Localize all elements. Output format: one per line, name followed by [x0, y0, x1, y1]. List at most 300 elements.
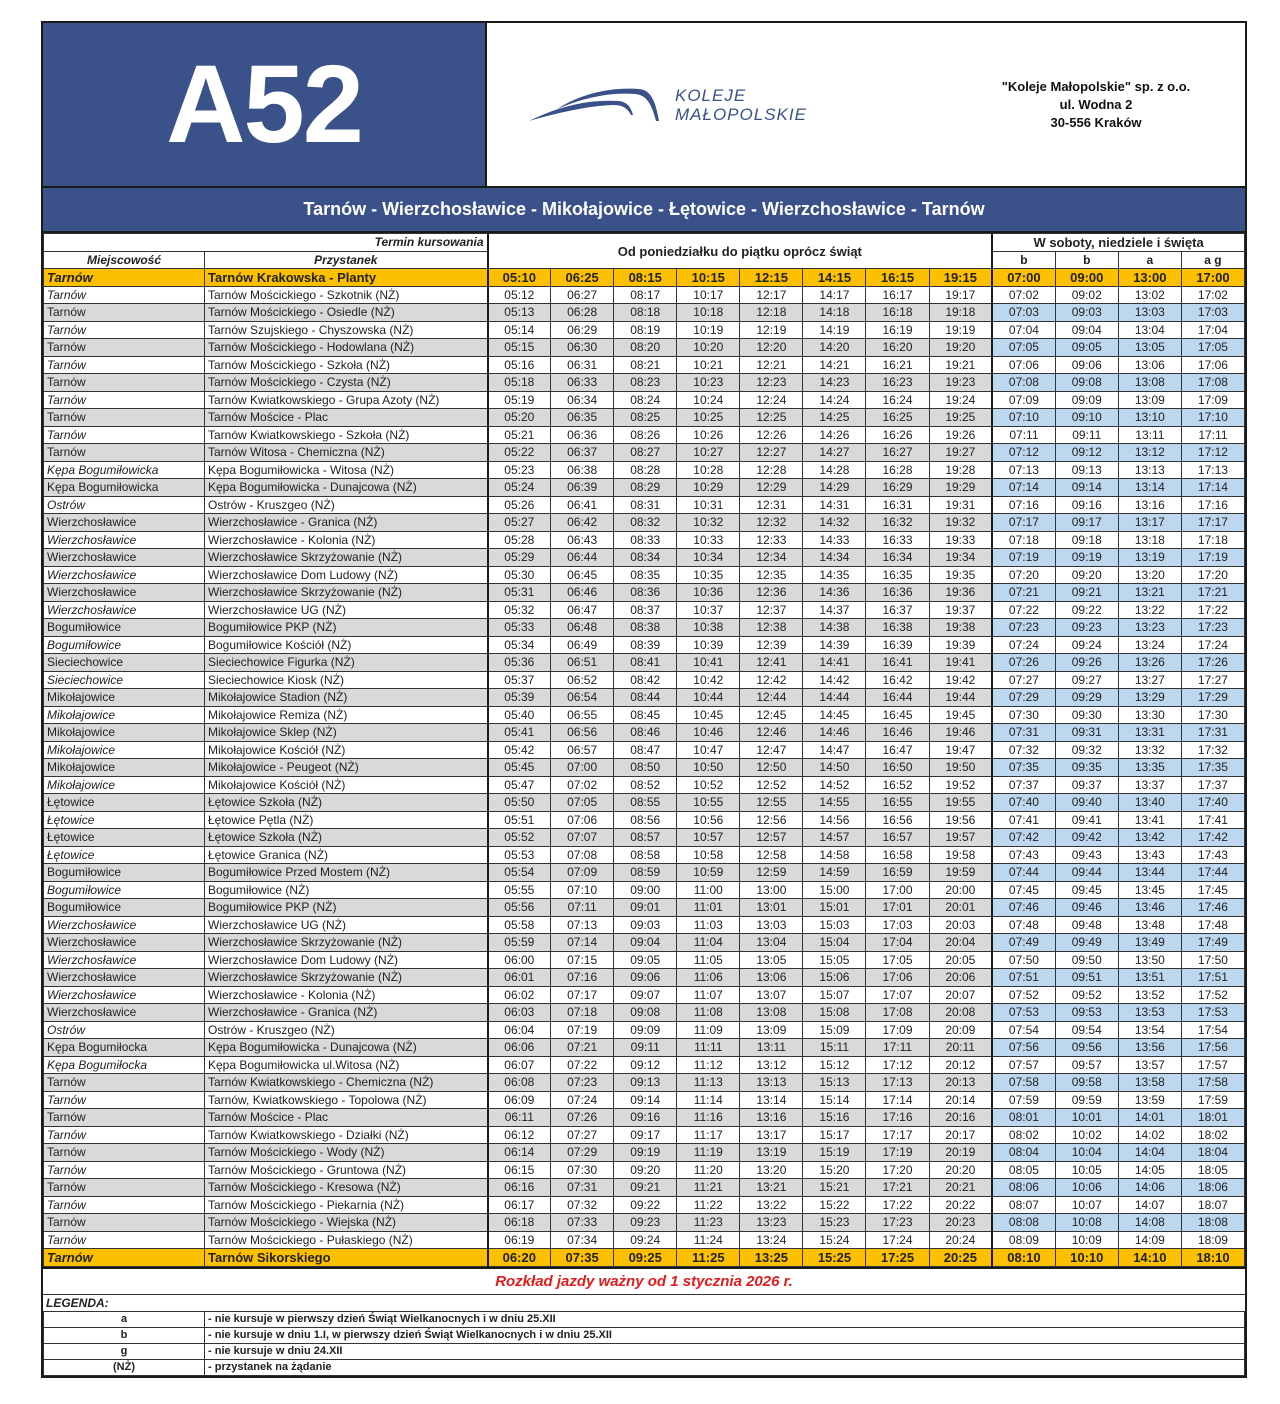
company-city: 30-556 Kraków: [1050, 114, 1142, 130]
table-row: [44, 1196, 1245, 1214]
weekend-time: 07:24: [992, 636, 1055, 654]
weekday-time: 19:35: [929, 566, 992, 584]
weekend-time: 09:14: [1055, 479, 1118, 497]
weekday-time: 16:24: [866, 391, 929, 409]
weekday-time: 17:20: [866, 1161, 929, 1179]
weekend-time: 17:40: [1181, 794, 1244, 812]
weekday-time: 15:13: [803, 1074, 866, 1092]
weekday-time: 19:57: [929, 829, 992, 847]
weekday-time: 12:26: [740, 426, 803, 444]
weekday-time: 05:37: [488, 671, 551, 689]
weekday-time: 08:47: [614, 741, 677, 759]
weekend-time: 17:46: [1181, 899, 1244, 917]
weekday-time: 12:55: [740, 794, 803, 812]
weekday-time: 11:13: [677, 1074, 740, 1092]
weekday-time: 19:24: [929, 391, 992, 409]
weekday-time: 16:21: [866, 356, 929, 374]
weekend-time: 17:23: [1181, 619, 1244, 637]
weekday-time: 08:31: [614, 496, 677, 514]
weekday-time: 17:00: [866, 881, 929, 899]
weekday-time: 10:28: [677, 461, 740, 479]
weekend-time: 17:31: [1181, 724, 1244, 742]
weekday-time: 16:59: [866, 864, 929, 882]
weekend-time: 17:21: [1181, 584, 1244, 602]
weekday-time: 10:17: [677, 286, 740, 304]
weekday-time: 05:36: [488, 654, 551, 672]
weekend-time: 13:44: [1118, 864, 1181, 882]
weekday-time: 16:31: [866, 496, 929, 514]
weekend-time: 09:50: [1055, 951, 1118, 969]
weekday-time: 12:24: [740, 391, 803, 409]
weekday-time: 14:47: [803, 741, 866, 759]
weekday-time: 07:11: [551, 899, 614, 917]
weekday-time: 17:21: [866, 1179, 929, 1197]
town-cell: Bogumiłowice: [44, 881, 205, 899]
town-cell: Wierzchosławice: [44, 934, 205, 952]
weekend-time: 13:05: [1118, 339, 1181, 357]
weekday-time: 17:19: [866, 1144, 929, 1162]
weekend-time: 07:09: [992, 391, 1055, 409]
weekday-time: 06:46: [551, 584, 614, 602]
stop-cell: Sieciechowice Kiosk (NŻ): [205, 671, 488, 689]
weekday-time: 14:19: [803, 321, 866, 339]
weekday-time: 08:41: [614, 654, 677, 672]
table-row: [44, 1179, 1245, 1197]
weekend-time: 07:04: [992, 321, 1055, 339]
weekend-time: 13:04: [1118, 321, 1181, 339]
weekend-time: 17:29: [1181, 689, 1244, 707]
weekend-time: 13:31: [1118, 724, 1181, 742]
table-row: [44, 1091, 1245, 1109]
town-cell: Tarnów: [44, 356, 205, 374]
town-cell: Tarnów: [44, 1196, 205, 1214]
stop-cell: Tarnów Kwiatkowskiego - Chemiczna (NŻ): [205, 1074, 488, 1092]
weekday-time: 08:23: [614, 374, 677, 392]
weekend-time: 07:46: [992, 899, 1055, 917]
weekday-time: 11:23: [677, 1214, 740, 1232]
weekday-time: 05:56: [488, 899, 551, 917]
weekday-time: 13:05: [740, 951, 803, 969]
town-cell: Mikołajowice: [44, 759, 205, 777]
weekend-time: 17:44: [1181, 864, 1244, 882]
weekday-time: 19:29: [929, 479, 992, 497]
weekday-time: 19:23: [929, 374, 992, 392]
stop-cell: Mikołajowice Kościół (NŻ): [205, 776, 488, 794]
weekday-time: 06:41: [551, 496, 614, 514]
weekend-time: 07:59: [992, 1091, 1055, 1109]
town-cell: Łętowice: [44, 811, 205, 829]
weekday-time: 05:12: [488, 286, 551, 304]
timetable-body: [44, 269, 1245, 1267]
weekday-time: 11:09: [677, 1021, 740, 1039]
legend-title: LEGENDA:: [43, 1294, 1245, 1311]
weekday-time: 12:31: [740, 496, 803, 514]
table-row: [44, 374, 1245, 392]
table-row: [44, 444, 1245, 462]
stop-cell: Wierzchosławice - Kolonia (NŻ): [205, 531, 488, 549]
weekend-time: 13:40: [1118, 794, 1181, 812]
table-row: [44, 899, 1245, 917]
weekend-time: 07:00: [992, 269, 1055, 287]
weekend-time: 10:02: [1055, 1126, 1118, 1144]
weekday-time: 19:36: [929, 584, 992, 602]
weekday-time: 12:36: [740, 584, 803, 602]
weekday-time: 16:50: [866, 759, 929, 777]
weekday-time: 07:09: [551, 864, 614, 882]
stop-cell: Wierzchosławice Dom Ludowy (NŻ): [205, 566, 488, 584]
weekday-time: 10:46: [677, 724, 740, 742]
weekday-time: 05:40: [488, 706, 551, 724]
weekday-time: 12:56: [740, 811, 803, 829]
weekend-time: 13:46: [1118, 899, 1181, 917]
weekend-time: 13:49: [1118, 934, 1181, 952]
weekday-time: 14:56: [803, 811, 866, 829]
table-row: [44, 1004, 1245, 1022]
weekday-time: 08:36: [614, 584, 677, 602]
town-cell: Tarnów: [44, 1179, 205, 1197]
weekend-time: 09:24: [1055, 636, 1118, 654]
weekday-time: 13:16: [740, 1109, 803, 1127]
weekend-time: 18:04: [1181, 1144, 1244, 1162]
weekend-time: 09:13: [1055, 461, 1118, 479]
weekday-time: 17:16: [866, 1109, 929, 1127]
table-row: [44, 1039, 1245, 1057]
weekend-time: 17:51: [1181, 969, 1244, 987]
weekday-time: 08:18: [614, 304, 677, 322]
town-cell: Sieciechowice: [44, 671, 205, 689]
weekend-time: 09:04: [1055, 321, 1118, 339]
town-cell: Tarnów: [44, 409, 205, 427]
weekend-time: 10:07: [1055, 1196, 1118, 1214]
weekday-time: 11:19: [677, 1144, 740, 1162]
stop-cell: Wierzchosławice Skrzyżowanie (NŻ): [205, 969, 488, 987]
weekend-time: 09:26: [1055, 654, 1118, 672]
weekend-time: 13:03: [1118, 304, 1181, 322]
weekday-time: 14:33: [803, 531, 866, 549]
weekday-time: 08:50: [614, 759, 677, 777]
weekday-time: 19:45: [929, 706, 992, 724]
weekend-time: 09:06: [1055, 356, 1118, 374]
weekday-time: 13:19: [740, 1144, 803, 1162]
weekday-time: 16:18: [866, 304, 929, 322]
weekend-time: 09:37: [1055, 776, 1118, 794]
table-row: [44, 934, 1245, 952]
weekday-time: 13:22: [740, 1196, 803, 1214]
weekend-time: 09:49: [1055, 934, 1118, 952]
weekend-time: 13:00: [1118, 269, 1181, 287]
weekday-time: 11:06: [677, 969, 740, 987]
weekend-time: 13:42: [1118, 829, 1181, 847]
weekday-time: 16:47: [866, 741, 929, 759]
weekday-time: 09:17: [614, 1126, 677, 1144]
town-cell: Tarnów: [44, 426, 205, 444]
legend-text: - nie kursuje w dniu 24.XII: [205, 1343, 1245, 1359]
weekday-time: 10:36: [677, 584, 740, 602]
weekday-time: 20:17: [929, 1126, 992, 1144]
weekend-header: W soboty, niedziele i święta: [992, 234, 1244, 252]
weekday-time: 14:24: [803, 391, 866, 409]
weekday-time: 08:44: [614, 689, 677, 707]
weekday-time: 11:25: [677, 1249, 740, 1267]
stop-cell: Łętowice Szkoła (NŻ): [205, 794, 488, 812]
weekend-time: 14:01: [1118, 1109, 1181, 1127]
weekend-time: 09:31: [1055, 724, 1118, 742]
weekday-time: 12:39: [740, 636, 803, 654]
weekend-time: 17:08: [1181, 374, 1244, 392]
weekend-time: 13:45: [1118, 881, 1181, 899]
weekend-time: 17:52: [1181, 986, 1244, 1004]
table-row: [44, 969, 1245, 987]
weekday-time: 09:16: [614, 1109, 677, 1127]
weekend-time: 17:13: [1181, 461, 1244, 479]
weekday-time: 14:29: [803, 479, 866, 497]
weekend-time: 17:56: [1181, 1039, 1244, 1057]
weekday-time: 13:23: [740, 1214, 803, 1232]
weekday-time: 07:05: [551, 794, 614, 812]
weekday-time: 14:37: [803, 601, 866, 619]
weekday-time: 13:08: [740, 1004, 803, 1022]
stop-cell: Mikołajowice Stadion (NŻ): [205, 689, 488, 707]
weekend-time: 09:11: [1055, 426, 1118, 444]
table-row: [44, 1144, 1245, 1162]
weekend-time: 17:37: [1181, 776, 1244, 794]
weekday-time: 17:23: [866, 1214, 929, 1232]
weekend-time: 07:43: [992, 846, 1055, 864]
weekend-time: 13:50: [1118, 951, 1181, 969]
weekday-time: 06:43: [551, 531, 614, 549]
weekday-time: 06:49: [551, 636, 614, 654]
weekend-time: 13:11: [1118, 426, 1181, 444]
weekend-time: 13:56: [1118, 1039, 1181, 1057]
table-row: [44, 286, 1245, 304]
weekend-time: 13:21: [1118, 584, 1181, 602]
weekday-time: 08:26: [614, 426, 677, 444]
weekday-time: 08:37: [614, 601, 677, 619]
town-cell: Wierzchosławice: [44, 601, 205, 619]
weekday-time: 09:21: [614, 1179, 677, 1197]
weekday-time: 06:25: [551, 269, 614, 287]
weekday-time: 09:23: [614, 1214, 677, 1232]
weekday-time: 08:59: [614, 864, 677, 882]
weekday-time: 08:19: [614, 321, 677, 339]
weekday-time: 05:22: [488, 444, 551, 462]
weekend-time: 07:45: [992, 881, 1055, 899]
weekend-time: 13:10: [1118, 409, 1181, 427]
town-cell: Wierzchosławice: [44, 951, 205, 969]
weekend-time: 13:23: [1118, 619, 1181, 637]
weekday-time: 13:01: [740, 899, 803, 917]
weekday-time: 07:17: [551, 986, 614, 1004]
weekday-time: 12:19: [740, 321, 803, 339]
weekend-time: 07:16: [992, 496, 1055, 514]
weekday-time: 20:24: [929, 1231, 992, 1249]
legend: [43, 1294, 1245, 1376]
weekday-time: 20:16: [929, 1109, 992, 1127]
weekday-time: 14:55: [803, 794, 866, 812]
weekend-time: 17:16: [1181, 496, 1244, 514]
weekday-time: 14:45: [803, 706, 866, 724]
weekday-time: 15:17: [803, 1126, 866, 1144]
table-row: [44, 304, 1245, 322]
weekend-time: 18:05: [1181, 1161, 1244, 1179]
table-row: [44, 514, 1245, 532]
timetable: [43, 233, 1245, 1267]
weekday-time: 15:23: [803, 1214, 866, 1232]
weekend-time: 13:53: [1118, 1004, 1181, 1022]
weekday-time: 08:58: [614, 846, 677, 864]
weekend-time: 09:54: [1055, 1021, 1118, 1039]
weekend-time: 09:53: [1055, 1004, 1118, 1022]
weekend-time: 09:58: [1055, 1074, 1118, 1092]
weekday-time: 12:37: [740, 601, 803, 619]
weekday-time: 08:21: [614, 356, 677, 374]
weekday-time: 12:20: [740, 339, 803, 357]
stop-cell: Wierzchosławice Skrzyżowanie (NŻ): [205, 934, 488, 952]
town-cell: Wierzchosławice: [44, 969, 205, 987]
stop-cell: Łętowice Pętla (NŻ): [205, 811, 488, 829]
weekday-time: 13:14: [740, 1091, 803, 1109]
weekend-time: 07:10: [992, 409, 1055, 427]
weekday-time: 07:32: [551, 1196, 614, 1214]
weekday-time: 10:29: [677, 479, 740, 497]
weekend-time: 13:22: [1118, 601, 1181, 619]
weekend-time: 17:22: [1181, 601, 1244, 619]
weekday-time: 19:52: [929, 776, 992, 794]
weekday-time: 08:15: [614, 269, 677, 287]
weekday-time: 06:17: [488, 1196, 551, 1214]
weekday-time: 07:21: [551, 1039, 614, 1057]
weekday-time: 05:23: [488, 461, 551, 479]
weekday-time: 08:39: [614, 636, 677, 654]
weekday-time: 14:18: [803, 304, 866, 322]
weekday-time: 10:37: [677, 601, 740, 619]
weekday-time: 07:22: [551, 1056, 614, 1074]
route-number: A52: [166, 42, 362, 166]
weekend-time: 07:02: [992, 286, 1055, 304]
weekday-time: 12:34: [740, 549, 803, 567]
route-title: Tarnów - Wierzchosławice - Mikołajowice - Łętowice - Wierzchosławice - Tarnów: [43, 188, 1245, 233]
weekday-time: 10:19: [677, 321, 740, 339]
weekend-time: 17:19: [1181, 549, 1244, 567]
weekday-time: 05:59: [488, 934, 551, 952]
stop-cell: Mikołajowice Sklep (NŻ): [205, 724, 488, 742]
weekend-time: 08:08: [992, 1214, 1055, 1232]
weekday-time: 08:46: [614, 724, 677, 742]
weekday-time: 17:22: [866, 1196, 929, 1214]
table-row: [44, 479, 1245, 497]
stop-cell: Kępa Bogumiłowicka ul.Witosa (NŻ): [205, 1056, 488, 1074]
table-row: [44, 811, 1245, 829]
table-row: [44, 846, 1245, 864]
weekday-time: 14:58: [803, 846, 866, 864]
town-cell: Mikołajowice: [44, 776, 205, 794]
weekday-time: 12:18: [740, 304, 803, 322]
weekend-time: 09:23: [1055, 619, 1118, 637]
weekday-time: 13:24: [740, 1231, 803, 1249]
weekday-time: 13:07: [740, 986, 803, 1004]
table-row: [44, 794, 1245, 812]
weekday-time: 09:09: [614, 1021, 677, 1039]
weekend-time: 14:07: [1118, 1196, 1181, 1214]
weekend-time: 09:30: [1055, 706, 1118, 724]
weekday-time: 14:28: [803, 461, 866, 479]
weekday-time: 08:57: [614, 829, 677, 847]
weekend-time: 14:08: [1118, 1214, 1181, 1232]
weekday-time: 14:52: [803, 776, 866, 794]
weekend-time: 13:30: [1118, 706, 1181, 724]
weekday-time: 08:25: [614, 409, 677, 427]
weekend-time: 17:06: [1181, 356, 1244, 374]
table-row: [44, 321, 1245, 339]
weekday-time: 06:52: [551, 671, 614, 689]
weekday-time: 07:14: [551, 934, 614, 952]
weekend-time: 17:20: [1181, 566, 1244, 584]
weekday-time: 06:38: [551, 461, 614, 479]
weekend-time: 09:51: [1055, 969, 1118, 987]
weekday-time: 05:24: [488, 479, 551, 497]
weekend-time: 13:57: [1118, 1056, 1181, 1074]
weekday-time: 14:15: [803, 269, 866, 287]
weekday-time: 16:34: [866, 549, 929, 567]
col-stop-header: Przystanek: [205, 251, 488, 269]
weekend-time: 07:13: [992, 461, 1055, 479]
weekday-time: 14:20: [803, 339, 866, 357]
stop-cell: Bogumiłowice Przed Mostem (NŻ): [205, 864, 488, 882]
weekday-time: 19:20: [929, 339, 992, 357]
table-row: [44, 1021, 1245, 1039]
town-cell: Tarnów: [44, 1126, 205, 1144]
weekday-time: 05:53: [488, 846, 551, 864]
weekday-time: 17:03: [866, 916, 929, 934]
weekend-time: 13:09: [1118, 391, 1181, 409]
weekend-time: 07:56: [992, 1039, 1055, 1057]
town-cell: Łętowice: [44, 846, 205, 864]
weekend-time: 07:18: [992, 531, 1055, 549]
weekday-time: 06:31: [551, 356, 614, 374]
weekday-time: 05:30: [488, 566, 551, 584]
weekend-time: 07:57: [992, 1056, 1055, 1074]
town-cell: Kępa Bogumiłocka: [44, 1056, 205, 1074]
weekday-time: 16:17: [866, 286, 929, 304]
weekday-time: 20:12: [929, 1056, 992, 1074]
weekday-time: 20:05: [929, 951, 992, 969]
table-row: [44, 1074, 1245, 1092]
town-cell: Kępa Bogumiłowicka: [44, 479, 205, 497]
weekend-time: 07:49: [992, 934, 1055, 952]
weekday-time: 16:56: [866, 811, 929, 829]
stop-cell: Mikołajowice Kościół (NŻ): [205, 741, 488, 759]
weekday-time: 06:34: [551, 391, 614, 409]
weekend-time: 13:37: [1118, 776, 1181, 794]
weekend-time: 18:10: [1181, 1249, 1244, 1267]
weekday-time: 20:21: [929, 1179, 992, 1197]
table-row: [44, 636, 1245, 654]
weekend-time: 09:12: [1055, 444, 1118, 462]
weekend-time: 09:21: [1055, 584, 1118, 602]
weekend-time: 09:57: [1055, 1056, 1118, 1074]
table-row: [44, 916, 1245, 934]
weekday-time: 06:08: [488, 1074, 551, 1092]
weekday-time: 06:47: [551, 601, 614, 619]
weekday-time: 16:41: [866, 654, 929, 672]
weekday-time: 16:27: [866, 444, 929, 462]
weekday-time: 20:25: [929, 1249, 992, 1267]
weekday-time: 19:33: [929, 531, 992, 549]
weekday-time: 14:21: [803, 356, 866, 374]
weekend-time: 17:10: [1181, 409, 1244, 427]
weekday-time: 19:47: [929, 741, 992, 759]
weekend-time: 10:08: [1055, 1214, 1118, 1232]
